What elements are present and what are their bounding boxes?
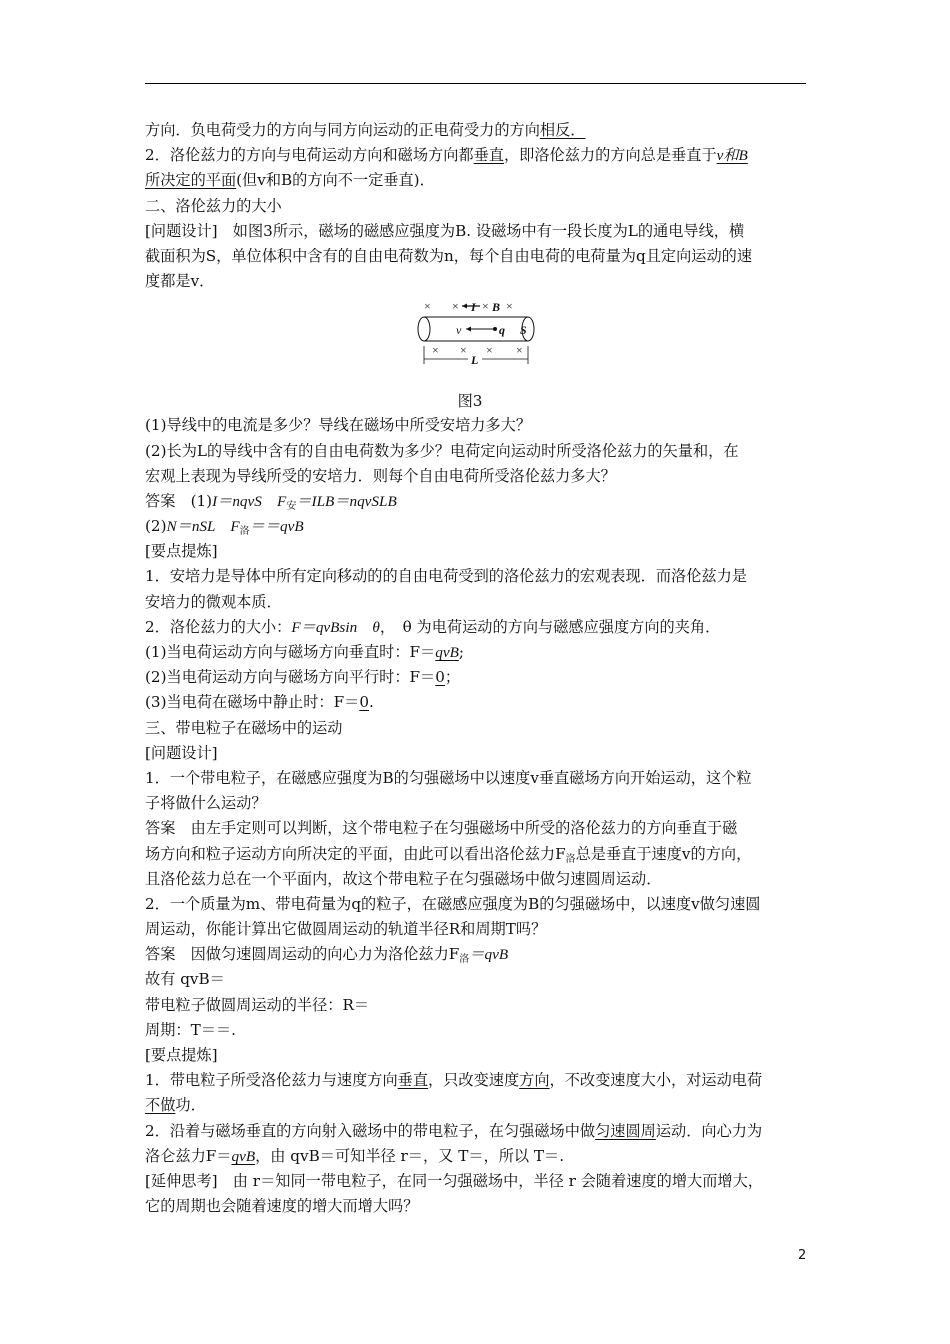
text: (1)当电荷运动方向与磁场方向垂直时：F＝ — [145, 643, 436, 661]
paragraph — [145, 1119, 815, 1144]
answer-line: 答案 由左手定则可以判断，这个带电粒子在匀强磁场中所受的洛伦兹力的方向垂直于磁 — [145, 819, 738, 838]
wire-svg — [410, 294, 540, 386]
text: . — [368, 693, 374, 712]
underlined-answer: qvB — [231, 1147, 256, 1165]
text: ; — [458, 643, 464, 661]
case-line — [145, 665, 815, 690]
formula: F — [261, 492, 287, 510]
subscript: 洛 — [459, 954, 470, 966]
text: ，即洛伦兹力的方向总是垂直于 — [503, 146, 717, 165]
key-points-label: [要点提炼] — [145, 1046, 218, 1064]
underlined-answer: 0 — [435, 668, 445, 687]
wire-left-end — [418, 317, 430, 341]
subscript: 洛 — [565, 853, 576, 865]
question-text: 1．一个带电粒子，在磁感应强度为B的匀强磁场中以速度v垂直磁场方向开始运动，这个粒 — [145, 768, 752, 787]
text: ； — [444, 668, 461, 687]
formula: F＝qvBsin θ — [291, 618, 380, 636]
answer-line — [145, 842, 815, 867]
section-heading: 三、带电粒子在磁场中的运动 — [145, 718, 343, 737]
text: ，不改变速度大小，对运动电荷 — [549, 1071, 763, 1090]
text: (3)当电荷在磁场中静止时：F＝ — [145, 693, 360, 712]
answer-line — [145, 489, 815, 514]
underlined-answer: 所决定的平面 — [145, 171, 237, 190]
paragraph — [145, 143, 815, 168]
question-text: 宏观上表现为导线所受的安培力．则每个自由电荷所受洛伦兹力多大？ — [145, 466, 616, 485]
subscript: 洛 — [239, 526, 250, 538]
text: ， θ 为电荷运动的方向与磁感应强度方向的夹角． — [379, 617, 721, 636]
question-text: [问题设计] 如图3所示，磁场的磁感应强度为B. 设磁场中有一段长度为L的通电导线，横 — [145, 221, 745, 240]
figure-3-wire-diagram — [145, 294, 815, 389]
text: 2．洛伦兹力的大小： — [145, 617, 292, 636]
underlined-answer: 垂直 — [473, 146, 504, 165]
section-heading: 二、洛伦兹力的大小 — [145, 196, 282, 215]
label-S: S — [520, 323, 527, 338]
text: 答案 因做匀速圆周运动的向心力为洛伦兹力F — [145, 945, 460, 964]
paragraph: 1．安培力是导体中所有定向移动的的自由电荷受到的洛伦兹力的宏观表现．而洛伦兹力是 — [145, 567, 747, 586]
text: 总是垂直于速度v的方向， — [575, 844, 752, 863]
cross-mark: × — [482, 299, 489, 314]
cross-mark: × — [432, 343, 439, 358]
text: 2．洛伦兹力的方向与电荷运动方向和磁场方向都 — [145, 146, 474, 165]
text: (2)当电荷运动方向与磁场方向平行时：F＝ — [145, 668, 436, 687]
paragraph — [145, 1144, 815, 1169]
label-B: B — [492, 300, 501, 315]
text: 方向．负电荷受力的方向与同方向运动的正电荷受力的方向 — [145, 121, 540, 139]
question-text: (2)长为L的导线中含有的自由电荷数为多少？电荷定向运动时所受洛伦兹力的矢量和，在 — [145, 441, 739, 460]
paragraph — [145, 1068, 815, 1093]
answer-line: 故有 qvB＝ — [145, 970, 225, 989]
underlined-answer: 匀速圆周 — [595, 1121, 656, 1140]
question-text: 子将做什么运动？ — [145, 794, 267, 813]
text: 功． — [175, 1096, 206, 1115]
figure-caption: 图3 — [457, 392, 483, 411]
cross-mark: × — [460, 343, 467, 358]
text: 1．带电粒子所受洛伦兹力与速度方向 — [145, 1071, 398, 1090]
text: 运动．向心力为 — [655, 1121, 763, 1140]
question-design-label: [问题设计] — [145, 743, 218, 762]
question-text: 周运动，你能计算出它做圆周运动的轨道半径R和周期T吗？ — [145, 920, 547, 939]
underlined-answer: 垂直 — [397, 1071, 429, 1090]
formula: I＝nqvS — [212, 492, 262, 510]
paragraph: 安培力的微观本质． — [145, 592, 282, 611]
paragraph — [145, 615, 815, 640]
answer-line: 周期：T＝＝. — [145, 1020, 236, 1039]
label-q: q — [499, 323, 505, 338]
underlined-answer: v和B — [716, 147, 748, 165]
page-number: 2 — [798, 1248, 807, 1263]
underlined-answer: 不做 — [145, 1096, 176, 1115]
text: 洛仑兹力F＝ — [145, 1146, 232, 1165]
cross-mark: × — [424, 299, 431, 314]
paragraph — [145, 168, 815, 193]
case-line — [145, 640, 815, 665]
text: (2) — [145, 517, 167, 536]
text: 答案 (1) — [145, 491, 213, 510]
charge-dot — [493, 327, 497, 331]
text: 2．沿着与磁场垂直的方向射入磁场中的带电粒子，在匀强磁场中做 — [145, 1121, 596, 1140]
paragraph — [145, 118, 815, 143]
formula: ＝qvB — [469, 946, 509, 964]
underlined-answer: 方向 — [519, 1071, 550, 1090]
underlined-answer: qvB — [435, 644, 459, 661]
question-text: (1)导线中的电流是多少？导线在磁场中所受安培力多大？ — [145, 416, 532, 435]
case-line — [145, 690, 815, 715]
header-rule — [145, 83, 806, 84]
underlined-answer: 相反． — [539, 121, 586, 139]
cross-mark: × — [506, 299, 513, 314]
formula: N＝nSL — [166, 518, 216, 536]
question-text: 截面积为S，单位体积中含有的自由电荷数为n，每个自由电荷的电荷量为q且定向运动的速 — [145, 246, 753, 265]
label-I: I — [471, 300, 476, 315]
formula: F — [215, 518, 240, 536]
label-L: L — [471, 353, 479, 368]
cross-mark: × — [486, 343, 493, 358]
question-text: 2．一个质量为m、带电荷量为q的粒子，在磁感应强度为B的匀强磁场中，以速度v做匀速圆 — [145, 894, 761, 913]
underlined-answer: 0 — [359, 693, 369, 712]
formula: ＝＝qvB — [249, 518, 304, 536]
formula: ＝ILB＝nqvSLB — [296, 492, 397, 510]
answer-line: 带电粒子做圆周运动的半径：R＝ — [145, 995, 370, 1014]
text: (但v和B的方向不一定垂直)． — [236, 171, 435, 190]
answer-line: 且洛伦兹力总在一个平面内，故这个带电粒子在匀强磁场中做匀速圆周运动． — [145, 869, 662, 888]
text: 场方向和粒子运动方向所决定的平面，由此可以看出洛伦兹力F — [145, 844, 566, 863]
arrow-head — [462, 304, 467, 309]
cross-mark: × — [452, 299, 459, 314]
answer-line — [145, 514, 815, 539]
key-points-label: [要点提炼] — [145, 542, 218, 561]
text: ，由 qvB＝可知半径 r＝，又 T＝，所以 T＝. — [255, 1146, 565, 1165]
cross-mark: × — [516, 343, 523, 358]
subscript: 安 — [286, 500, 297, 512]
extension-thinking: [延伸思考] 由 r＝知同一带电粒子，在同一匀强磁场中，半径 r 会随着速度的增大而增大， — [145, 1171, 763, 1190]
paragraph — [145, 1093, 815, 1118]
arrow-head — [466, 327, 471, 332]
document-body — [145, 118, 815, 1219]
label-v: v — [456, 323, 462, 338]
answer-line — [145, 942, 815, 967]
question-text: 度都是v． — [145, 272, 215, 291]
extension-thinking: 它的周期也会随着速度的增大而增大吗？ — [145, 1197, 419, 1216]
text: ，只改变速度 — [428, 1071, 520, 1090]
